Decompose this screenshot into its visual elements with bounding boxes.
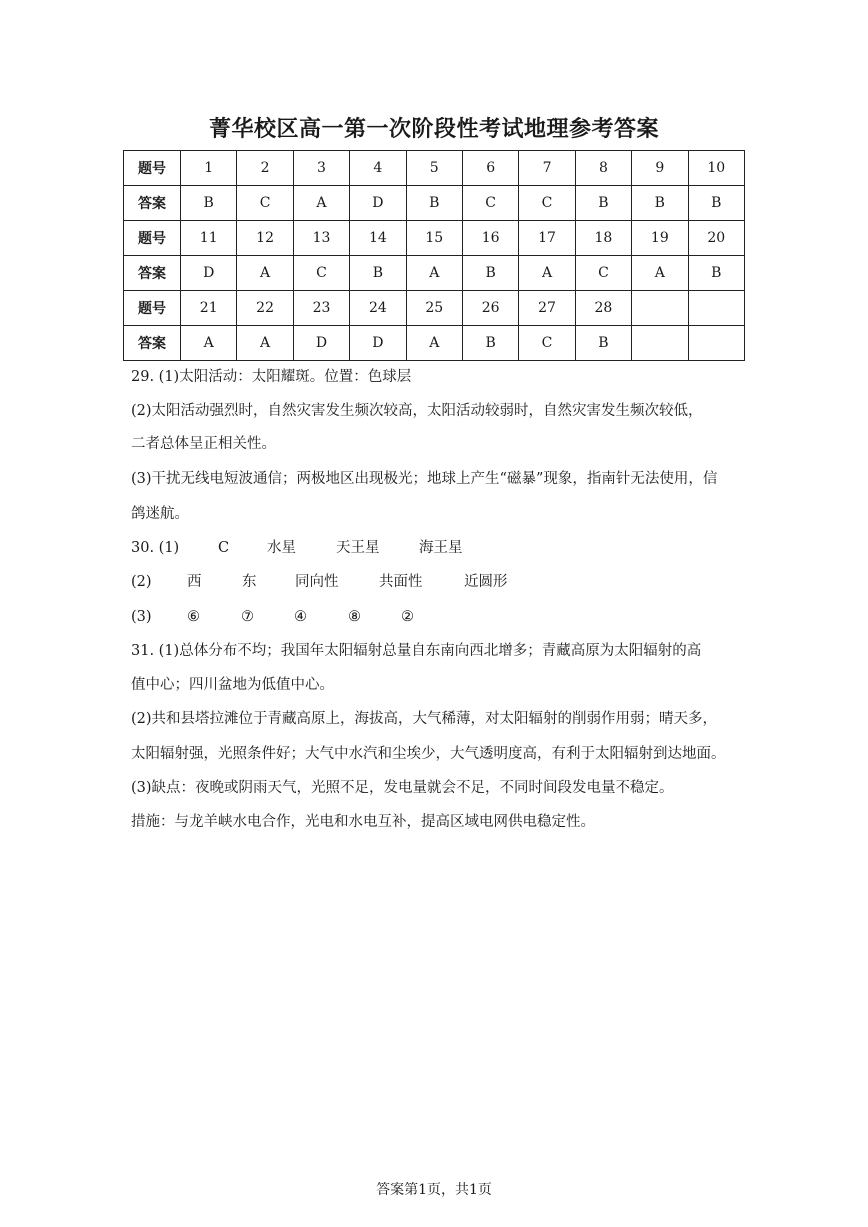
q29-line1: 29. (1)太阳活动：太阳耀斑。位置：色球层 [131, 369, 412, 385]
table-cell: 22 [237, 291, 293, 326]
table-row [124, 186, 745, 221]
q30-row2-item: 东 [242, 574, 257, 590]
table-cell: 16 [462, 221, 518, 256]
table-cell: B [462, 256, 518, 291]
table-cell: A [406, 326, 462, 361]
table-cell: 28 [575, 291, 631, 326]
q30-row3-item: ④ [294, 609, 307, 625]
table-cell: 25 [406, 291, 462, 326]
table-row [124, 291, 745, 326]
row-label: 答案 [124, 186, 181, 221]
q29-line3: 二者总体呈正相关性。 [131, 436, 276, 452]
table-row [124, 256, 745, 291]
table-cell: A [632, 256, 688, 291]
table-cell: B [181, 186, 237, 221]
table-cell [688, 291, 744, 326]
table-cell: B [575, 186, 631, 221]
table-cell: B [688, 186, 744, 221]
table-cell: 15 [406, 221, 462, 256]
q30-row3-item: ⑦ [241, 609, 254, 625]
page-footer: 答案第1页，共1页 [376, 1182, 492, 1198]
table-cell: 12 [237, 221, 293, 256]
table-cell [632, 291, 688, 326]
table-cell: B [575, 326, 631, 361]
table-cell: B [632, 186, 688, 221]
table-row [124, 326, 745, 361]
table-cell: 11 [181, 221, 237, 256]
table-cell: 26 [462, 291, 518, 326]
q29-line2: (2)太阳活动强烈时，自然灾害发生频次较高，太阳活动较弱时，自然灾害发生频次较低， [131, 403, 703, 419]
table-cell: C [293, 256, 349, 291]
table-cell: C [575, 256, 631, 291]
q31-line3: (2)共和县塔拉滩位于青藏高原上，海拔高，大气稀薄，对太阳辐射的削弱作用弱；晴天多， [131, 711, 718, 727]
table-cell [688, 326, 744, 361]
table-cell: A [293, 186, 349, 221]
q30-row3-item: ⑧ [348, 609, 361, 625]
q30-row1-item: 海王星 [419, 540, 463, 556]
q29-line4: (3)干扰无线电短波通信；两极地区出现极光；地球上产生“磁暴”现象，指南针无法使用，信 [131, 471, 718, 487]
q30-row3-label: (3) [131, 609, 152, 625]
table-cell: 10 [688, 151, 744, 186]
row-label: 题号 [124, 151, 181, 186]
table-cell: 27 [519, 291, 575, 326]
table-cell: D [293, 326, 349, 361]
q30-row1-item: 天王星 [336, 540, 380, 556]
table-cell: 21 [181, 291, 237, 326]
table-cell: B [406, 186, 462, 221]
table-cell: 20 [688, 221, 744, 256]
table-cell: B [688, 256, 744, 291]
q30-row1-item: 水星 [267, 540, 296, 556]
q31-line4: 太阳辐射强，光照条件好；大气中水汽和尘埃少，大气透明度高，有利于太阳辐射到达地面。 [131, 746, 726, 762]
table-cell: C [519, 326, 575, 361]
table-cell: D [350, 326, 406, 361]
table-cell: C [462, 186, 518, 221]
q30-row1-item: C [218, 540, 230, 556]
q31-line2: 值中心；四川盆地为低值中心。 [131, 677, 334, 693]
table-cell: 23 [293, 291, 349, 326]
row-label: 题号 [124, 221, 181, 256]
table-cell: C [237, 186, 293, 221]
table-cell: 6 [462, 151, 518, 186]
table-cell: A [237, 256, 293, 291]
table-cell: D [350, 186, 406, 221]
q29-line5: 鸽迷航。 [131, 506, 189, 522]
table-cell: 14 [350, 221, 406, 256]
q30-row2-item: 同向性 [295, 574, 339, 590]
q30-row2-item: 共面性 [379, 574, 423, 590]
table-cell: 18 [575, 221, 631, 256]
table-cell: A [519, 256, 575, 291]
table-cell: 2 [237, 151, 293, 186]
q31-line1: 31. (1)总体分布不均；我国年太阳辐射总量自东南向西北增多；青藏高原为太阳辐射的高 [131, 643, 702, 659]
table-cell: 3 [293, 151, 349, 186]
table-cell: C [519, 186, 575, 221]
q30-row2-item: 近圆形 [464, 574, 508, 590]
table-cell: 4 [350, 151, 406, 186]
q31-line5: (3)缺点：夜晚或阴雨天气，光照不足，发电量就会不足，不同时间段发电量不稳定。 [131, 780, 674, 796]
table-cell: 7 [519, 151, 575, 186]
table-cell: 24 [350, 291, 406, 326]
table-cell: 17 [519, 221, 575, 256]
q30-row3-item: ⑥ [187, 609, 200, 625]
q30-row3-item: ② [401, 609, 414, 625]
table-cell: D [181, 256, 237, 291]
row-label: 答案 [124, 256, 181, 291]
table-cell: 19 [632, 221, 688, 256]
q30-row2-item: 西 [187, 574, 202, 590]
table-cell: B [350, 256, 406, 291]
row-label: 题号 [124, 291, 181, 326]
table-cell: A [406, 256, 462, 291]
q30-row2-label: (2) [131, 574, 152, 590]
table-cell: 1 [181, 151, 237, 186]
q31-line6: 措施：与龙羊峡水电合作，光电和水电互补，提高区域电网供电稳定性。 [131, 814, 595, 830]
table-cell: 9 [632, 151, 688, 186]
answer-table [123, 150, 745, 361]
table-cell: 8 [575, 151, 631, 186]
table-cell: A [181, 326, 237, 361]
table-row [124, 151, 745, 186]
table-cell [632, 326, 688, 361]
table-cell: A [237, 326, 293, 361]
table-row [124, 221, 745, 256]
q30-row1-label: 30. (1) [131, 540, 180, 556]
row-label: 答案 [124, 326, 181, 361]
table-cell: B [462, 326, 518, 361]
page-title: 菁华校区高一第一次阶段性考试地理参考答案 [208, 117, 659, 142]
table-cell: 5 [406, 151, 462, 186]
table-cell: 13 [293, 221, 349, 256]
